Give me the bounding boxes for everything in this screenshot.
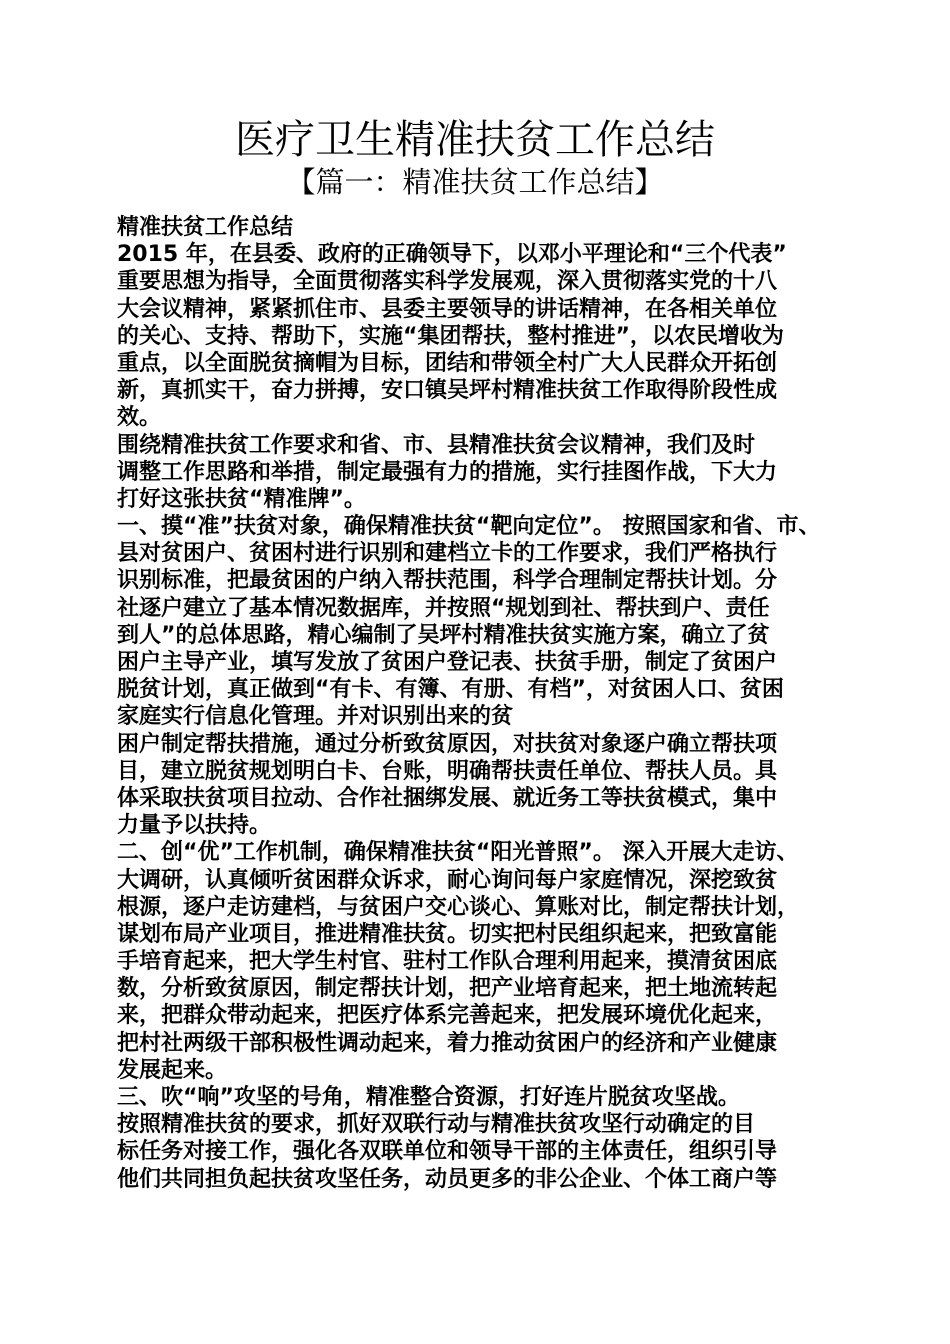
document-title: 医疗卫生精准扶贫工作总结	[235, 117, 715, 163]
body-line: 按照精准扶贫的要求，抓好双联行动与精准扶贫攻坚行动确定的目	[117, 1112, 756, 1138]
body-line: 2015 年，在县委、政府的正确领导下，以邓小平理论和“三个代表”	[117, 242, 787, 268]
body-line: 社逐户建立了基本情况数据库，并按照“规划到社、帮扶到户、责任	[117, 595, 770, 621]
body-line: 体采取扶贫项目拉动、合作社捆绑发展、就近务工等扶贫模式，集中	[117, 785, 778, 811]
body-line: 一、摸“准”扶贫对象，确保精准扶贫“靶向定位”。 按照国家和省、市、	[117, 514, 821, 540]
body-line: 的关心、支持、帮助下，实施“集团帮扶，整村推进”，以农民增收为	[117, 323, 784, 349]
body-line: 目，建立脱贫规划明白卡、台账，明确帮扶责任单位、帮扶人员。具	[117, 758, 778, 784]
body-line: 困户主导产业，填写发放了贫困户登记表、扶贫手册，制定了贫困户	[117, 650, 778, 675]
body-line: 大调研，认真倾听贫困群众诉求，耐心询问每户家庭情况，深挖致贫	[117, 867, 778, 893]
body-line: 数，分析致贫原因，制定帮扶计划，把产业培育起来，把土地流转起	[117, 976, 778, 1002]
body-line: 三、吹“响”攻坚的号角，精准整合资源，打好连片脱贫攻坚战。	[117, 1085, 740, 1110]
body-line: 手培育起来，把大学生村官、驻村工作队合理利用起来，摸清贫困底	[117, 949, 778, 975]
body-line: 来，把群众带动起来，把医疗体系完善起来，把发展环境优化起来，	[117, 1003, 778, 1029]
body-line: 重要思想为指导，全面贯彻落实科学发展观，深入贯彻落实党的十八	[117, 269, 778, 295]
body-line: 困户制定帮扶措施，通过分析致贫原因，对扶贫对象逐户确立帮扶项	[117, 731, 778, 757]
body-line: 他们共同担负起扶贫攻坚任务，动员更多的非公企业、个体工商户等	[117, 1166, 778, 1192]
body-line: 力量予以扶持。	[117, 813, 272, 839]
body-line: 识别标准，把最贫困的户纳入帮扶范围，科学合理制定帮扶计划。分	[117, 568, 778, 594]
body-line: 根源，逐户走访建档，与贫困户交心谈心、算账对比，制定帮扶计划，	[117, 894, 800, 920]
body-line: 围绕精准扶贫工作要求和省、市、县精准扶贫会议精神，我们及时	[117, 432, 756, 458]
document-subtitle: 【篇一：精准扶贫工作总结】	[286, 165, 664, 199]
body-line: 二、创“优”工作机制，确保精准扶贫“阳光普照”。 深入开展大走访、	[117, 840, 799, 866]
document-body	[117, 214, 847, 1193]
body-line: 县对贫困户、贫困村进行识别和建档立卡的工作要求，我们严格执行	[117, 541, 778, 567]
body-line: 发展起来。	[117, 1057, 228, 1083]
body-line: 效。	[117, 405, 162, 431]
body-line: 大会议精神，紧紧抓住市、县委主要领导的讲话精神，在各相关单位	[117, 296, 778, 322]
body-line: 谋划布局产业项目，推进精准扶贫。切实把村民组织起来，把致富能	[117, 921, 778, 947]
body-line: 家庭实行信息化管理。并对识别出来的贫	[117, 704, 514, 730]
body-line: 打好这张扶贫“精准牌”。	[117, 486, 366, 512]
body-line: 新，真抓实干，奋力拼搏，安口镇吴坪村精准扶贫工作取得阶段性成	[117, 378, 778, 404]
body-line: 脱贫计划，真正做到“有卡、有簿、有册、有档”，对贫困人口、贫困	[117, 677, 784, 703]
body-line: 精准扶贫工作总结	[117, 215, 294, 240]
body-line: 重点，以全面脱贫摘帽为目标，团结和带领全村广大人民群众开拓创	[117, 350, 778, 376]
body-line: 调整工作思路和举措，制定最强有力的措施，实行挂图作战，下大力	[117, 459, 778, 485]
body-line: 把村社两级干部积极性调动起来，着力推动贫困户的经济和产业健康	[117, 1030, 778, 1056]
body-line: 标任务对接工作，强化各双联单位和领导干部的主体责任，组织引导	[117, 1139, 778, 1165]
body-line: 到人”的总体思路，精心编制了吴坪村精准扶贫实施方案，确立了贫	[117, 622, 770, 648]
